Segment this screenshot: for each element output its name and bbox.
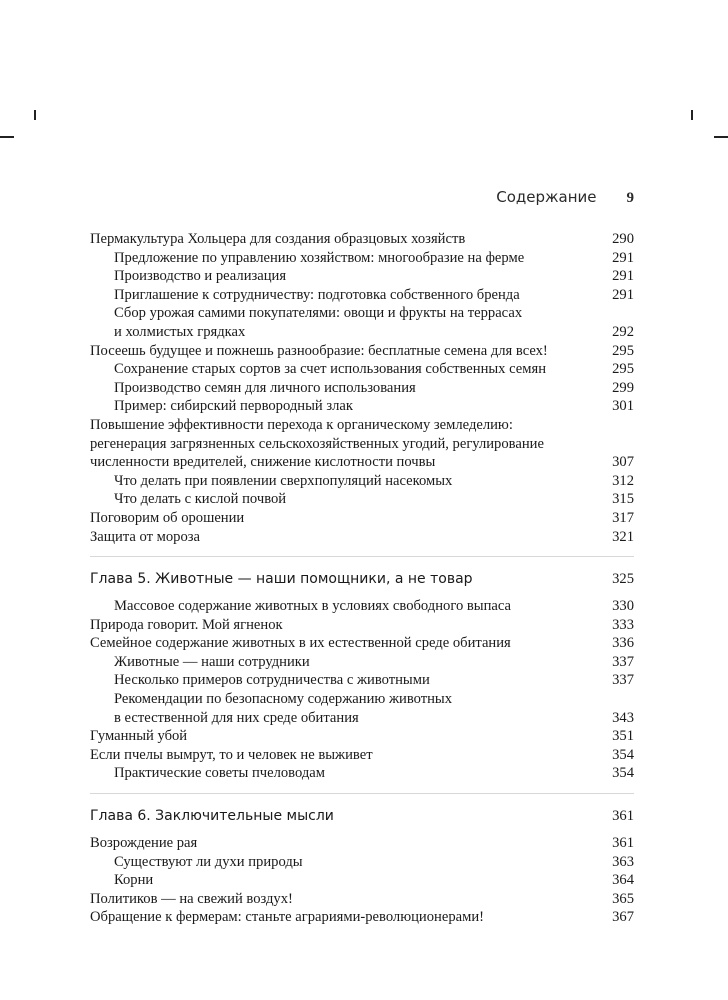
toc-entry-title: Пример: сибирский первородный злак: [114, 398, 353, 415]
toc-entry-title: регенерация загрязненных сельскохозяйственных угодий, регулирование: [90, 435, 544, 452]
running-head: [90, 188, 634, 207]
toc-entry: [90, 616, 634, 635]
toc-entry: [90, 908, 634, 927]
toc-entry-line: [90, 528, 634, 547]
section-divider: [90, 793, 634, 794]
toc-entry-line: [90, 634, 634, 653]
toc-entry-page: 343: [612, 709, 634, 726]
toc-entry-title: Обращение к фермерам: станьте аграриями-революционерами!: [90, 909, 484, 926]
toc-entry-line: [90, 360, 634, 379]
toc-entry-title: Повышение эффективности перехода к органическому земледелию:: [90, 416, 513, 433]
toc-entry-page: 291: [612, 286, 634, 303]
running-head-title: Содержание: [496, 188, 597, 206]
chapter-6-title: Глава 6. Заключительные мысли: [90, 808, 334, 825]
toc-entry-title: и холмистых грядках: [114, 323, 246, 340]
crop-mark-top-right: [691, 110, 693, 120]
toc-entry-line: [90, 764, 634, 783]
toc-entry-page: 336: [612, 635, 634, 652]
toc-entry-page: 330: [612, 598, 634, 615]
toc-entry-line: [90, 853, 634, 872]
toc-section-part: [90, 230, 634, 546]
toc-entry-title: Посеешь будущее и пожнешь разнообразие: бесплатные семена для всех!: [90, 342, 548, 359]
toc-entry: [90, 653, 634, 672]
toc-entry: [90, 746, 634, 765]
toc-entry-page: 351: [612, 728, 634, 745]
toc-entry-page: 333: [612, 616, 634, 633]
toc-entry-title: Корни: [114, 872, 154, 889]
toc-entry: [90, 490, 634, 509]
chapter-5-title: Глава 5. Животные — наши помощники, а не товар: [90, 571, 473, 588]
toc-entry-line: [90, 690, 634, 709]
toc-entry-line: [90, 249, 634, 268]
toc-entry-title: Существуют ли духи природы: [114, 853, 303, 870]
toc-entry-page: 363: [612, 853, 634, 870]
toc-entry: [90, 597, 634, 616]
toc-entry-page: 321: [612, 528, 634, 545]
toc-entry-page: 365: [612, 890, 634, 907]
toc-entry-title: Производство и реализация: [114, 268, 287, 285]
toc-entry-title: Несколько примеров сотрудничества с животными: [114, 672, 430, 689]
chapter-6-page: 361: [612, 808, 634, 825]
toc-entry-title: Пермакультура Хольцера для создания образцовых хозяйств: [90, 231, 466, 247]
toc-entry-title: Приглашение к сотрудничеству: подготовка собственного бренда: [114, 286, 520, 303]
toc-entry-page: 315: [612, 491, 634, 508]
toc-entry: [90, 304, 634, 341]
toc-entry-line: [90, 871, 634, 890]
toc-entry: [90, 360, 634, 379]
toc-entry-title: Защита от мороза: [90, 528, 201, 545]
toc-entry-title: численности вредителей, снижение кислотности почвы: [90, 454, 436, 471]
table-of-contents: [90, 230, 634, 927]
crop-mark-right: [714, 136, 728, 138]
toc-entry-title: Что делать при появлении сверхпопуляций насекомых: [114, 472, 453, 489]
toc-entry: [90, 727, 634, 746]
toc-entry-line: [90, 616, 634, 635]
toc-entry-line: [90, 671, 634, 690]
toc-entry: [90, 764, 634, 783]
toc-entry-page: 299: [612, 379, 634, 396]
crop-mark-top-left: [34, 110, 36, 120]
toc-entry: [90, 379, 634, 398]
toc-entry-line: [90, 397, 634, 416]
toc-entry-page: 301: [612, 398, 634, 415]
toc-entry: [90, 249, 634, 268]
toc-entry-title: Природа говорит. Мой ягненок: [90, 616, 283, 633]
toc-entry-page: 290: [612, 231, 634, 247]
toc-entry-line: [90, 416, 634, 435]
toc-entry-line: [90, 890, 634, 909]
toc-entry-line: [90, 230, 634, 249]
toc-entry-page: 295: [612, 361, 634, 378]
toc-entry-title: Массовое содержание животных в условиях свободного выпаса: [114, 598, 512, 615]
toc-entry-line: [90, 597, 634, 616]
section-divider: [90, 556, 634, 557]
toc-entry: [90, 853, 634, 872]
toc-entry: [90, 671, 634, 690]
toc-entry-page: 337: [612, 672, 634, 689]
toc-entry-title: Политиков — на свежий воздух!: [90, 890, 293, 907]
toc-entry-page: 292: [612, 323, 634, 340]
toc-entry-line: [90, 908, 634, 927]
toc-entry: [90, 890, 634, 909]
crop-mark-left: [0, 136, 14, 138]
toc-entry-page: 312: [612, 472, 634, 489]
toc-entry-line: [90, 267, 634, 286]
toc-entry: [90, 397, 634, 416]
toc-entry-title: Практические советы пчеловодам: [114, 765, 325, 782]
toc-entry-title: Возрождение рая: [90, 835, 198, 852]
toc-entry-title: Производство семян для личного использования: [114, 379, 416, 396]
toc-entry-page: 291: [612, 268, 634, 285]
toc-entry: [90, 509, 634, 528]
chapter-5-page: 325: [612, 571, 634, 588]
toc-entry: [90, 286, 634, 305]
toc-entry-line: [90, 342, 634, 361]
toc-entry-line: [90, 746, 634, 765]
toc-entry-page: 295: [612, 342, 634, 359]
chapter-5-heading: [90, 569, 634, 589]
toc-entry-page: 354: [612, 746, 634, 763]
toc-entry: [90, 342, 634, 361]
toc-section-chapter-6: [90, 834, 634, 927]
toc-entry-line: [90, 834, 634, 853]
toc-entry-line: [90, 490, 634, 509]
toc-entry-page: 337: [612, 653, 634, 670]
toc-entry: [90, 528, 634, 547]
toc-entry-title: Семейное содержание животных в их естественной среде обитания: [90, 635, 511, 652]
toc-entry-page: 317: [612, 509, 634, 526]
chapter-6-heading: [90, 806, 634, 826]
toc-entry-line: [90, 304, 634, 323]
toc-entry-line: [90, 453, 634, 472]
toc-entry-title: Предложение по управлению хозяйством: многообразие на ферме: [114, 249, 525, 266]
toc-entry-title: Что делать с кислой почвой: [114, 491, 287, 508]
toc-entry: [90, 416, 634, 472]
toc-entry: [90, 230, 634, 249]
toc-entry-line: [90, 435, 634, 454]
toc-entry-title: Поговорим об орошении: [90, 509, 245, 526]
toc-entry-title: Сохранение старых сортов за счет использования собственных семян: [114, 361, 547, 378]
toc-entry-title: Гуманный убой: [90, 728, 188, 745]
page-number: 9: [626, 190, 634, 206]
toc-entry-page: 291: [612, 249, 634, 266]
toc-entry: [90, 834, 634, 853]
toc-entry-title: Сбор урожая самими покупателями: овощи и фрукты на террасах: [114, 305, 523, 322]
toc-entry: [90, 634, 634, 653]
toc-entry: [90, 690, 634, 727]
toc-entry-line: [90, 727, 634, 746]
toc-entry-line: [90, 709, 634, 728]
toc-entry-title: Рекомендации по безопасному содержанию животных: [114, 691, 453, 708]
toc-entry: [90, 871, 634, 890]
toc-entry: [90, 267, 634, 286]
toc-entry-line: [90, 379, 634, 398]
toc-entry-page: 364: [612, 872, 634, 889]
toc-entry-page: 307: [612, 454, 634, 471]
toc-entry-page: 354: [612, 765, 634, 782]
toc-entry-title: Если пчелы вымрут, то и человек не выживет: [90, 746, 373, 763]
toc-entry-line: [90, 472, 634, 491]
toc-entry-line: [90, 653, 634, 672]
toc-entry: [90, 472, 634, 491]
toc-entry-line: [90, 323, 634, 342]
toc-entry-title: в естественной для них среде обитания: [114, 709, 359, 726]
toc-entry-line: [90, 286, 634, 305]
toc-entry-line: [90, 509, 634, 528]
toc-entry-page: 367: [612, 909, 634, 926]
toc-entry-page: 361: [612, 835, 634, 852]
toc-section-chapter-5: [90, 597, 634, 783]
toc-entry-title: Животные — наши сотрудники: [114, 653, 310, 670]
